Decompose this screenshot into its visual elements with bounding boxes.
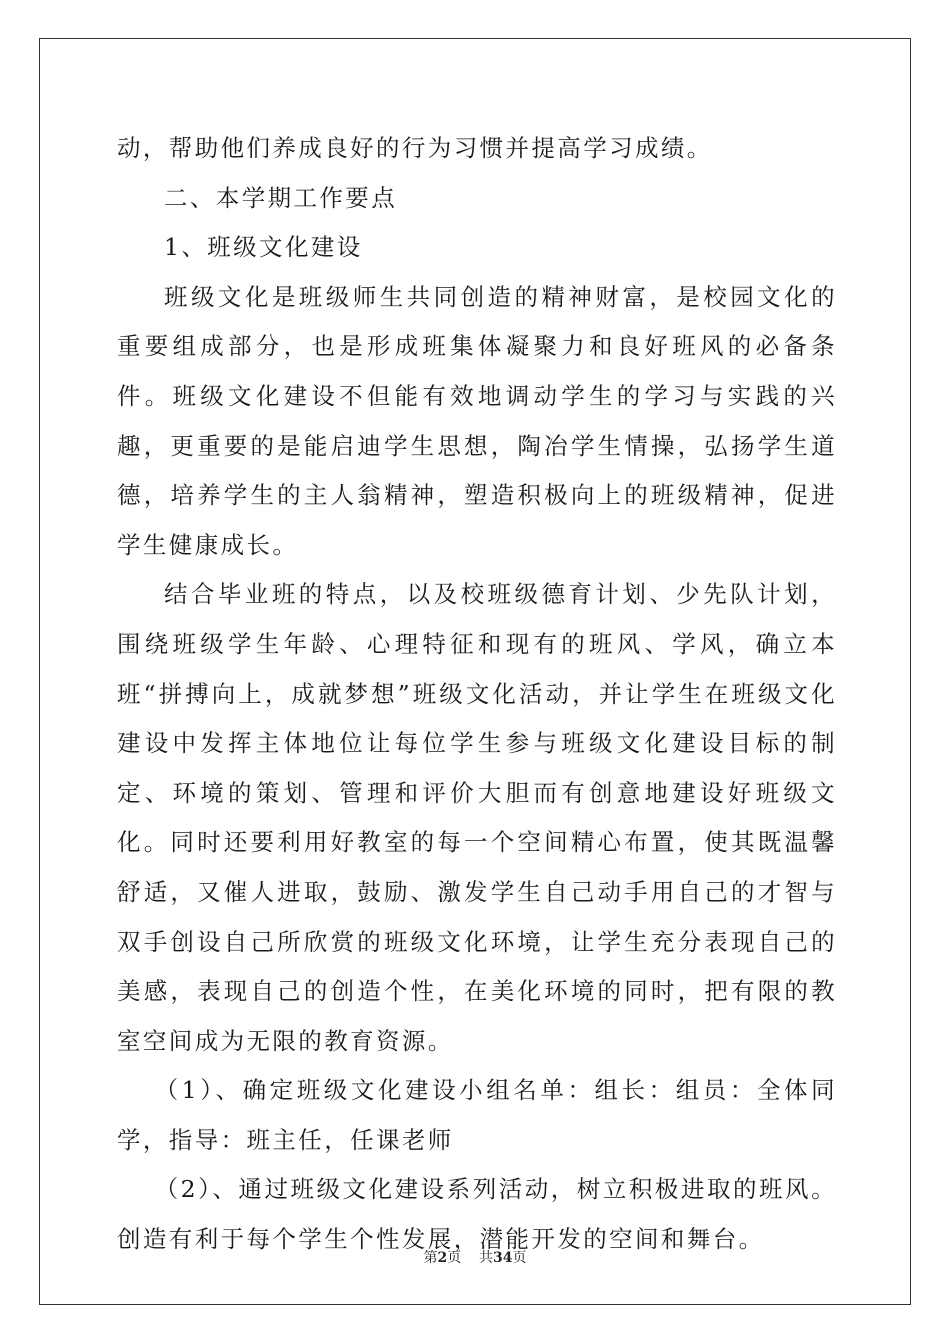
total-prefix: 共 bbox=[479, 1250, 494, 1266]
page-footer bbox=[0, 1247, 950, 1267]
list-item: （2）、通过班级文化建设系列活动，树立积极进取的班风。创造有利于每个学生个性发展，潜能开发的空间和舞台。 bbox=[117, 1175, 837, 1254]
page-number: 2 bbox=[437, 1250, 448, 1266]
page-suffix: 页 bbox=[447, 1250, 462, 1266]
list-item: （1）、确定班级文化建设小组名单：组长：组员：全体同学，指导：班主任，任课老师 bbox=[117, 1076, 837, 1154]
total-pages: 34 bbox=[493, 1250, 513, 1266]
page-prefix: 第 bbox=[423, 1250, 438, 1266]
paragraph: 班级文化是班级师生共同创造的精神财富，是校园文化的重要组成部分，也是形成班集体凝聚力和良好班风的必备条件。班级文化建设不但能有效地调动学生的学习与实践的兴趣，更重要的是能启迪学生思想，陶冶学生情操，弘扬学生道德，培养学生的主人翁精神，塑造积极向上的班级精神，促进学生健康成长。 bbox=[117, 282, 837, 559]
document-body bbox=[117, 124, 837, 1265]
total-suffix: 页 bbox=[512, 1250, 527, 1266]
section-heading: 二、本学期工作要点 bbox=[164, 183, 398, 212]
subsection-heading: 1、班级文化建设 bbox=[164, 233, 363, 262]
paragraph-continuation: 动，帮助他们养成良好的行为习惯并提高学习成绩。 bbox=[117, 134, 713, 162]
paragraph: 结合毕业班的特点，以及校班级德育计划、少先队计划，围绕班级学生年龄、心理特征和现有的班风、学风，确立本班“拼搏向上，成就梦想”班级文化活动，并让学生在班级文化建设中发挥主体地位让每位学生参与班级文化建设目标的制定、环境的策划、管理和评价大胆而有创意地建设好班级文化。同时还要利用好教室的每一个空间精心布置，使其既温馨舒适，又催人进取，鼓励、激发学生自己动手用自己的才智与双手创设自己所欣赏的班级文化环境，让学生充分表现自己的美感，表现自己的创造个性，在美化环境的同时，把有限的教室空间成为无限的教育资源。 bbox=[117, 580, 837, 1055]
